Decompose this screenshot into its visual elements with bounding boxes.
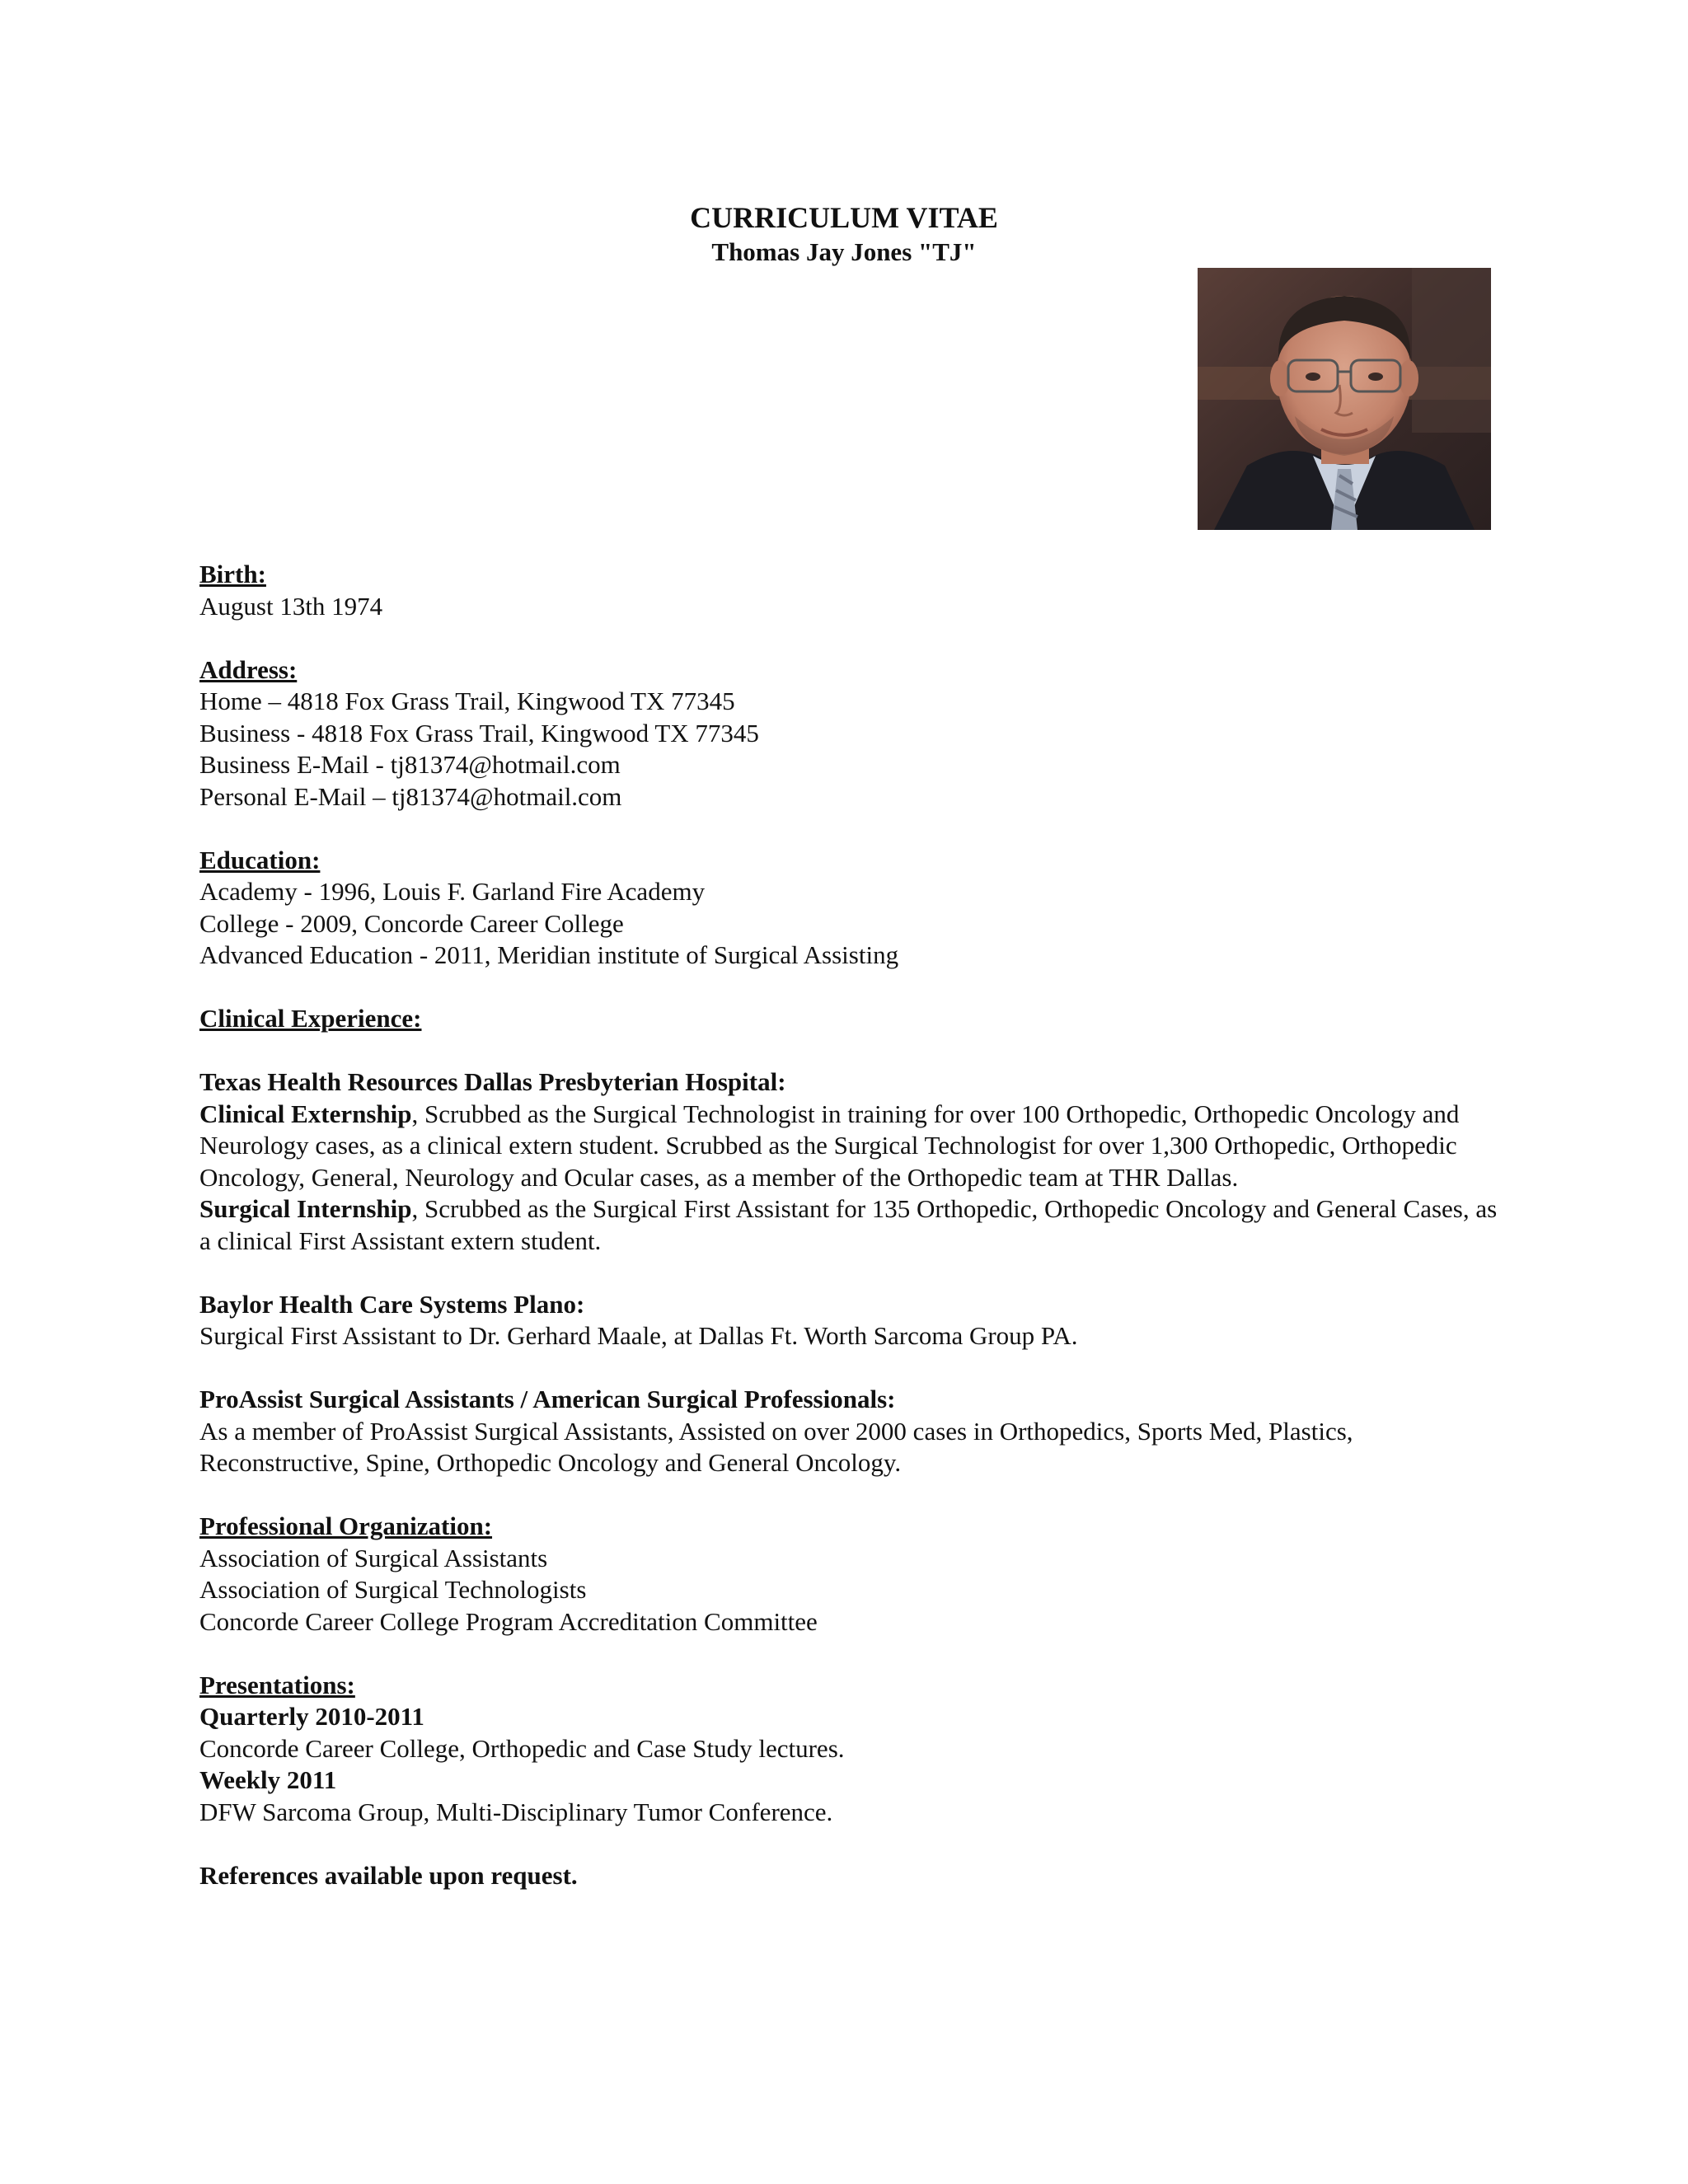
baylor-name: Baylor Health Care Systems Plano: [199,1289,585,1319]
organization-item: Concorde Career College Program Accreditation Committee [199,1606,818,1636]
clinical-heading: Clinical Experience: [199,1004,422,1033]
thr-externship [199,1099,1502,1194]
proassist-text: As a member of ProAssist Surgical Assistants, Assisted on over 2000 cases in Orthopedics, Sports Med, Plastics, Reconstructive, Spine, Orthopedic Oncology and General Oncology. [199,1416,1353,1477]
thr-hospital-name: Texas Health Resources Dallas Presbyterian Hospital: [199,1067,786,1096]
education-academy: Academy - 1996, Louis F. Garland Fire Academy [199,877,706,906]
presentation-what: DFW Sarcoma Group, Multi-Disciplinary Tumor Conference. [199,1797,833,1826]
externship-text: , Scrubbed as the Surgical Technologist in training for over 100 Orthopedic, Orthopedic Oncology and Neurology cases, as a clinical extern student. Scrubbed as the Surgical Technologist for over 1,300 Orthopedic, Orthopedic Oncology, General, Neurology and Ocular cases, as a member of the Orthopedic team at THR Dallas. [199,1099,1460,1192]
baylor-text: Surgical First Assistant to Dr. Gerhard Maale, at Dallas Ft. Worth Sarcoma Group PA. [199,1321,1078,1350]
business-address: Business - 4818 Fox Grass Trail, Kingwood TX 77345 [199,718,759,748]
person-name: Thomas Jay Jones "TJ" [711,237,977,266]
business-email: Business E-Mail - tj81374@hotmail.com [199,750,621,779]
internship-label: Surgical Internship [199,1194,412,1223]
internship-text: , Scrubbed as the Surgical First Assistant for 135 Orthopedic, Orthopedic Oncology and General Cases, as a clinical First Assistant extern student. [199,1194,1498,1255]
birth-date: August 13th 1974 [199,591,383,621]
education-college: College - 2009, Concorde Career College [199,908,624,938]
home-address: Home – 4818 Fox Grass Trail, Kingwood TX 77345 [199,687,735,715]
organization-item: Association of Surgical Assistants [199,1543,548,1572]
portrait-image [1198,268,1491,530]
cv-content [199,559,1502,1891]
references-note: References available upon request. [199,1860,578,1890]
portrait-photo [1198,268,1491,530]
birth-heading: Birth: [199,560,266,588]
presentation-what: Concorde Career College, Orthopedic and Case Study lectures. [199,1733,845,1763]
personal-email: Personal E-Mail – tj81374@hotmail.com [199,781,622,811]
education-advanced: Advanced Education - 2011, Meridian institute of Surgical Assisting [199,940,899,969]
document-title: CURRICULUM VITAE [690,201,998,234]
presentation-when: Quarterly 2010-2011 [199,1702,424,1731]
externship-label: Clinical Externship [199,1099,412,1128]
organizations-heading: Professional Organization: [199,1511,493,1540]
address-heading: Address: [199,654,298,684]
thr-internship [199,1193,1502,1257]
organization-item: Association of Surgical Technologists [199,1575,587,1604]
education-heading: Education: [199,845,321,874]
presentation-when: Weekly 2011 [199,1765,337,1794]
proassist-name: ProAssist Surgical Assistants / American Surgical Professionals: [199,1385,896,1413]
presentations-heading: Presentations: [199,1670,355,1699]
